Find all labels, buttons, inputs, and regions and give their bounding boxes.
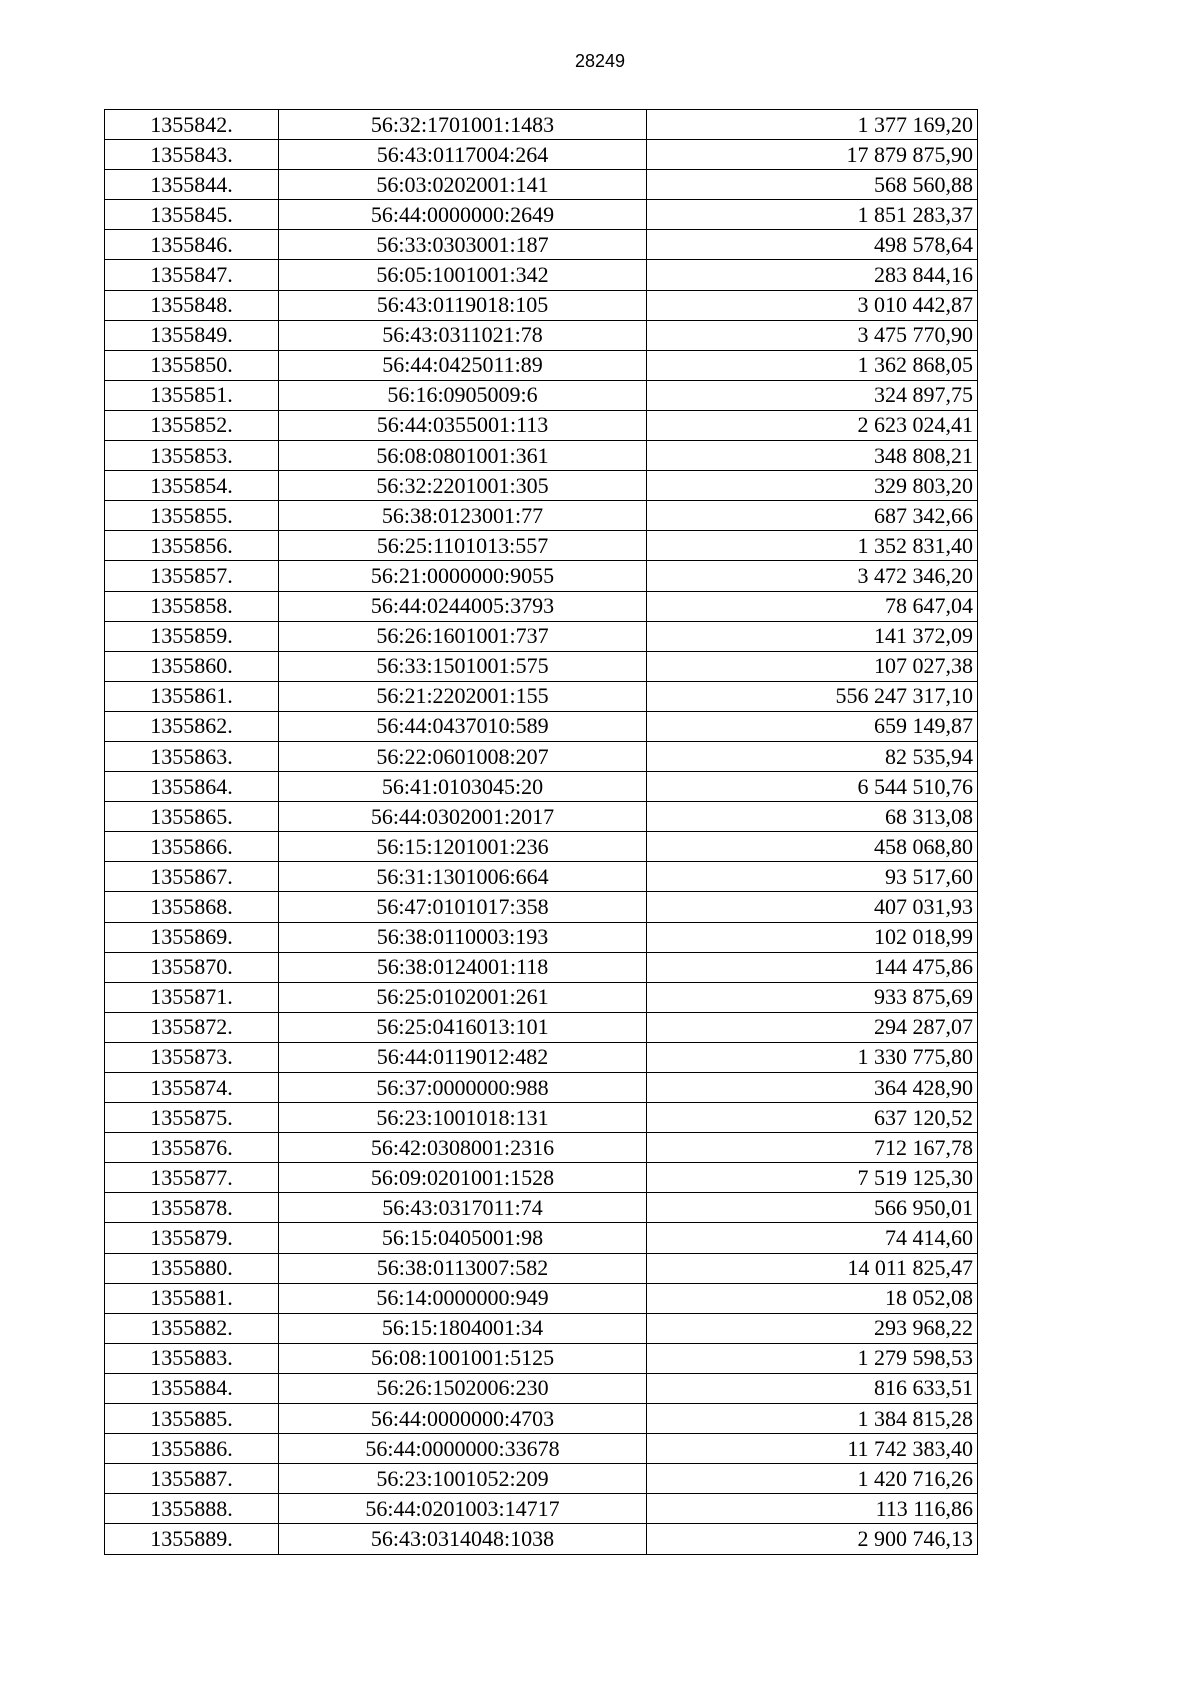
cadastral-number-cell: 56:44:0000000:4703 (279, 1404, 647, 1434)
table-row (105, 290, 978, 320)
table-row (105, 651, 978, 681)
table-row (105, 1253, 978, 1283)
value-cell: 816 633,51 (647, 1373, 978, 1403)
value-cell: 637 120,52 (647, 1103, 978, 1133)
table-row (105, 1464, 978, 1494)
value-cell: 458 068,80 (647, 832, 978, 862)
cadastral-number-cell: 56:38:0124001:118 (279, 952, 647, 982)
row-number-cell: 1355855. (105, 501, 279, 531)
table-row (105, 1343, 978, 1373)
row-number-cell: 1355868. (105, 892, 279, 922)
value-cell: 3 010 442,87 (647, 290, 978, 320)
table-row (105, 1223, 978, 1253)
table-row (105, 982, 978, 1012)
value-cell: 364 428,90 (647, 1073, 978, 1103)
row-number-cell: 1355858. (105, 591, 279, 621)
row-number-cell: 1355854. (105, 471, 279, 501)
table-row (105, 1012, 978, 1042)
row-number-cell: 1355884. (105, 1373, 279, 1403)
row-number-cell: 1355863. (105, 741, 279, 771)
row-number-cell: 1355874. (105, 1073, 279, 1103)
table-row (105, 350, 978, 380)
row-number-cell: 1355857. (105, 561, 279, 591)
value-cell: 498 578,64 (647, 230, 978, 260)
table-row (105, 1073, 978, 1103)
cadastral-number-cell: 56:44:0000000:2649 (279, 200, 647, 230)
row-number-cell: 1355850. (105, 350, 279, 380)
row-number-cell: 1355861. (105, 681, 279, 711)
table-row (105, 561, 978, 591)
cadastral-number-cell: 56:26:1601001:737 (279, 621, 647, 651)
value-cell: 687 342,66 (647, 501, 978, 531)
row-number-cell: 1355853. (105, 441, 279, 471)
row-number-cell: 1355879. (105, 1223, 279, 1253)
row-number-cell: 1355888. (105, 1494, 279, 1524)
table-row (105, 862, 978, 892)
page-number: 28249 (574, 51, 626, 71)
value-cell: 2 623 024,41 (647, 410, 978, 440)
cadastral-number-cell: 56:33:1501001:575 (279, 651, 647, 681)
value-cell: 3 475 770,90 (647, 320, 978, 350)
table-row (105, 681, 978, 711)
table-row (105, 471, 978, 501)
table-row (105, 1042, 978, 1072)
table-row (105, 410, 978, 440)
cadastral-number-cell: 56:23:1001052:209 (279, 1464, 647, 1494)
registry-table-body (105, 110, 978, 1555)
cadastral-number-cell: 56:44:0355001:113 (279, 410, 647, 440)
cadastral-number-cell: 56:05:1001001:342 (279, 260, 647, 290)
cadastral-number-cell: 56:08:1001001:5125 (279, 1343, 647, 1373)
table-row (105, 621, 978, 651)
row-number-cell: 1355860. (105, 651, 279, 681)
row-number-cell: 1355859. (105, 621, 279, 651)
value-cell: 1 377 169,20 (647, 110, 978, 140)
value-cell: 1 851 283,37 (647, 200, 978, 230)
row-number-cell: 1355847. (105, 260, 279, 290)
value-cell: 1 279 598,53 (647, 1343, 978, 1373)
table-row (105, 1313, 978, 1343)
cadastral-number-cell: 56:25:0102001:261 (279, 982, 647, 1012)
value-cell: 348 808,21 (647, 441, 978, 471)
value-cell: 113 116,86 (647, 1494, 978, 1524)
cadastral-number-cell: 56:03:0202001:141 (279, 170, 647, 200)
row-number-cell: 1355885. (105, 1404, 279, 1434)
value-cell: 659 149,87 (647, 711, 978, 741)
table-row (105, 591, 978, 621)
row-number-cell: 1355881. (105, 1283, 279, 1313)
table-row (105, 711, 978, 741)
row-number-cell: 1355843. (105, 140, 279, 170)
row-number-cell: 1355856. (105, 531, 279, 561)
cadastral-number-cell: 56:09:0201001:1528 (279, 1163, 647, 1193)
row-number-cell: 1355880. (105, 1253, 279, 1283)
table-row (105, 200, 978, 230)
value-cell: 293 968,22 (647, 1313, 978, 1343)
row-number-cell: 1355865. (105, 802, 279, 832)
cadastral-number-cell: 56:38:0123001:77 (279, 501, 647, 531)
row-number-cell: 1355878. (105, 1193, 279, 1223)
table-row (105, 380, 978, 410)
value-cell: 141 372,09 (647, 621, 978, 651)
cadastral-number-cell: 56:15:0405001:98 (279, 1223, 647, 1253)
cadastral-number-cell: 56:44:0119012:482 (279, 1042, 647, 1072)
table-row (105, 1133, 978, 1163)
row-number-cell: 1355889. (105, 1524, 279, 1554)
cadastral-number-cell: 56:38:0110003:193 (279, 922, 647, 952)
value-cell: 107 027,38 (647, 651, 978, 681)
table-row (105, 140, 978, 170)
table-row (105, 802, 978, 832)
cadastral-number-cell: 56:44:0437010:589 (279, 711, 647, 741)
value-cell: 3 472 346,20 (647, 561, 978, 591)
cadastral-number-cell: 56:41:0103045:20 (279, 772, 647, 802)
table-row (105, 110, 978, 140)
cadastral-number-cell: 56:32:1701001:1483 (279, 110, 647, 140)
value-cell: 82 535,94 (647, 741, 978, 771)
row-number-cell: 1355887. (105, 1464, 279, 1494)
cadastral-number-cell: 56:31:1301006:664 (279, 862, 647, 892)
table-row (105, 170, 978, 200)
table-row (105, 1494, 978, 1524)
table-row (105, 892, 978, 922)
value-cell: 93 517,60 (647, 862, 978, 892)
row-number-cell: 1355871. (105, 982, 279, 1012)
cadastral-number-cell: 56:26:1502006:230 (279, 1373, 647, 1403)
value-cell: 78 647,04 (647, 591, 978, 621)
cadastral-number-cell: 56:44:0201003:14717 (279, 1494, 647, 1524)
value-cell: 11 742 383,40 (647, 1434, 978, 1464)
cadastral-number-cell: 56:22:0601008:207 (279, 741, 647, 771)
row-number-cell: 1355846. (105, 230, 279, 260)
row-number-cell: 1355849. (105, 320, 279, 350)
table-row (105, 1434, 978, 1464)
row-number-cell: 1355873. (105, 1042, 279, 1072)
value-cell: 294 287,07 (647, 1012, 978, 1042)
table-row (105, 832, 978, 862)
value-cell: 324 897,75 (647, 380, 978, 410)
cadastral-number-cell: 56:08:0801001:361 (279, 441, 647, 471)
cadastral-number-cell: 56:33:0303001:187 (279, 230, 647, 260)
cadastral-number-cell: 56:44:0302001:2017 (279, 802, 647, 832)
value-cell: 556 247 317,10 (647, 681, 978, 711)
table-row (105, 952, 978, 982)
cadastral-number-cell: 56:32:2201001:305 (279, 471, 647, 501)
value-cell: 283 844,16 (647, 260, 978, 290)
row-number-cell: 1355883. (105, 1343, 279, 1373)
table-row (105, 772, 978, 802)
row-number-cell: 1355882. (105, 1313, 279, 1343)
row-number-cell: 1355852. (105, 410, 279, 440)
value-cell: 14 011 825,47 (647, 1253, 978, 1283)
cadastral-number-cell: 56:42:0308001:2316 (279, 1133, 647, 1163)
value-cell: 566 950,01 (647, 1193, 978, 1223)
row-number-cell: 1355877. (105, 1163, 279, 1193)
value-cell: 68 313,08 (647, 802, 978, 832)
table-row (105, 230, 978, 260)
row-number-cell: 1355872. (105, 1012, 279, 1042)
value-cell: 1 362 868,05 (647, 350, 978, 380)
value-cell: 17 879 875,90 (647, 140, 978, 170)
row-number-cell: 1355866. (105, 832, 279, 862)
cadastral-number-cell: 56:15:1804001:34 (279, 1313, 647, 1343)
row-number-cell: 1355848. (105, 290, 279, 320)
cadastral-number-cell: 56:43:0119018:105 (279, 290, 647, 320)
value-cell: 102 018,99 (647, 922, 978, 952)
value-cell: 7 519 125,30 (647, 1163, 978, 1193)
row-number-cell: 1355842. (105, 110, 279, 140)
cadastral-number-cell: 56:43:0311021:78 (279, 320, 647, 350)
cadastral-number-cell: 56:15:1201001:236 (279, 832, 647, 862)
row-number-cell: 1355876. (105, 1133, 279, 1163)
cadastral-number-cell: 56:47:0101017:358 (279, 892, 647, 922)
cadastral-number-cell: 56:21:2202001:155 (279, 681, 647, 711)
row-number-cell: 1355844. (105, 170, 279, 200)
value-cell: 18 052,08 (647, 1283, 978, 1313)
table-row (105, 441, 978, 471)
registry-table (104, 109, 978, 1555)
cadastral-number-cell: 56:38:0113007:582 (279, 1253, 647, 1283)
cadastral-number-cell: 56:44:0425011:89 (279, 350, 647, 380)
value-cell: 329 803,20 (647, 471, 978, 501)
value-cell: 144 475,86 (647, 952, 978, 982)
cadastral-number-cell: 56:44:0244005:3793 (279, 591, 647, 621)
row-number-cell: 1355845. (105, 200, 279, 230)
cadastral-number-cell: 56:44:0000000:33678 (279, 1434, 647, 1464)
cadastral-number-cell: 56:25:1101013:557 (279, 531, 647, 561)
table-row (105, 531, 978, 561)
table-row (105, 922, 978, 952)
row-number-cell: 1355867. (105, 862, 279, 892)
table-row (105, 741, 978, 771)
value-cell: 568 560,88 (647, 170, 978, 200)
cadastral-number-cell: 56:43:0317011:74 (279, 1193, 647, 1223)
row-number-cell: 1355851. (105, 380, 279, 410)
table-row (105, 1193, 978, 1223)
row-number-cell: 1355862. (105, 711, 279, 741)
value-cell: 2 900 746,13 (647, 1524, 978, 1554)
cadastral-number-cell: 56:43:0314048:1038 (279, 1524, 647, 1554)
value-cell: 1 420 716,26 (647, 1464, 978, 1494)
row-number-cell: 1355886. (105, 1434, 279, 1464)
row-number-cell: 1355864. (105, 772, 279, 802)
value-cell: 712 167,78 (647, 1133, 978, 1163)
value-cell: 1 352 831,40 (647, 531, 978, 561)
table-row (105, 501, 978, 531)
cadastral-number-cell: 56:43:0117004:264 (279, 140, 647, 170)
row-number-cell: 1355870. (105, 952, 279, 982)
table-row (105, 320, 978, 350)
table-row (105, 1404, 978, 1434)
table-row (105, 1373, 978, 1403)
value-cell: 6 544 510,76 (647, 772, 978, 802)
cadastral-number-cell: 56:21:0000000:9055 (279, 561, 647, 591)
value-cell: 933 875,69 (647, 982, 978, 1012)
value-cell: 1 384 815,28 (647, 1404, 978, 1434)
value-cell: 1 330 775,80 (647, 1042, 978, 1072)
table-row (105, 1163, 978, 1193)
table-row (105, 260, 978, 290)
cadastral-number-cell: 56:23:1001018:131 (279, 1103, 647, 1133)
cadastral-number-cell: 56:14:0000000:949 (279, 1283, 647, 1313)
cadastral-number-cell: 56:25:0416013:101 (279, 1012, 647, 1042)
value-cell: 74 414,60 (647, 1223, 978, 1253)
table-row (105, 1103, 978, 1133)
value-cell: 407 031,93 (647, 892, 978, 922)
table-row (105, 1524, 978, 1554)
cadastral-number-cell: 56:16:0905009:6 (279, 380, 647, 410)
row-number-cell: 1355875. (105, 1103, 279, 1133)
row-number-cell: 1355869. (105, 922, 279, 952)
cadastral-number-cell: 56:37:0000000:988 (279, 1073, 647, 1103)
table-row (105, 1283, 978, 1313)
